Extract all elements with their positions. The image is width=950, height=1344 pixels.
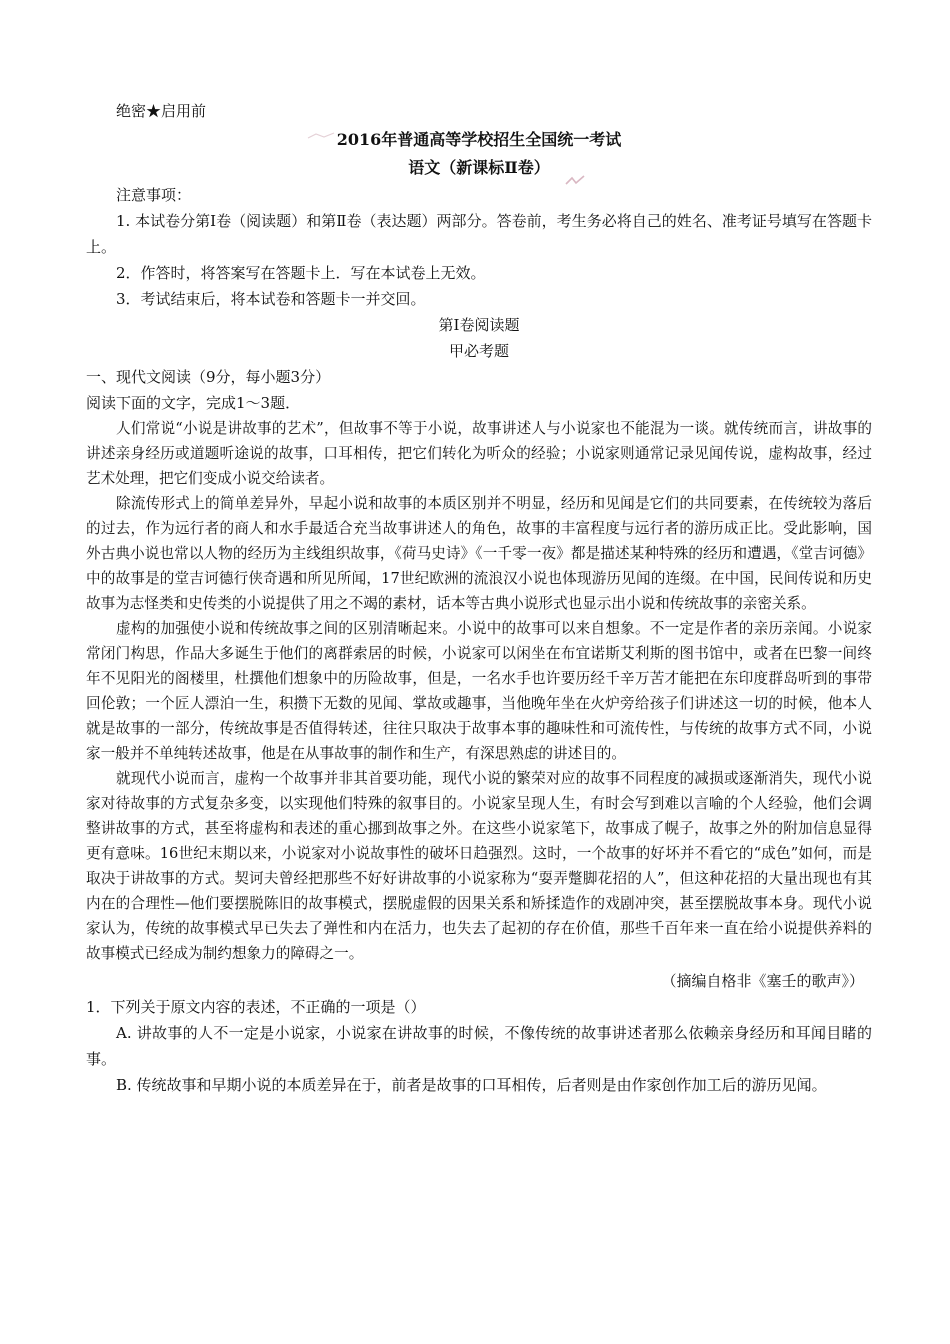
exam-title: 2016年普通高等学校招生全国统一考试: [336, 130, 622, 149]
notice-item-2: 2．作答时，将答案写在答题卡上．写在本试卷上无效。: [116, 264, 486, 282]
required-heading: 甲必考题: [448, 342, 509, 360]
part-one-heading: 一、现代文阅读（9分，每小题3分）: [86, 368, 331, 386]
confidential-label: 绝密★启用前: [116, 102, 207, 120]
question-1-stem: 1．下列关于原文内容的表述，不正确的一项是（）: [86, 998, 426, 1016]
reading-instruction: 阅读下面的文字，完成1～3题．: [86, 394, 301, 412]
passage-paragraph-2: 除流传形式上的简单差异外，早起小说和故事的本质区别并不明显，经历和见闻是它们的共同要素，在传统较为落后的过去，作为远行者的商人和水手最适合充当故事讲述人的角色，故事的丰富程度与远行者的游历成正比。受此影响，国外古典小说也常以人物的经历为主线组织故事，《荷马史诗》《一千零一夜》都是描述某种特殊的经历和遭遇，《堂吉诃德》中的故事是的堂吉诃德行侠奇遇和所见所闻，17世纪欧洲的流浪汉小说也体现游历见闻的连缀。在中国，民间传说和历史故事为志怪类和史传类的小说提供了用之不竭的素材，话本等古典小说形式也显示出小说和传统故事的亲密关系。: [86, 495, 872, 612]
question-1-option-a: A. 讲故事的人不一定是小说家，小说家在讲故事的时候，不像传统的故事讲述者那么依赖亲身经历和耳闻目睹的事。: [86, 1024, 872, 1068]
passage-paragraph-1: 人们常说“小说是讲故事的艺术”，但故事不等于小说，故事讲述人与小说家也不能混为一谈。就传统而言，讲故事的讲述亲身经历或道题听途说的故事，口耳相传，把它们转化为听众的经验；小说家则通常记录见闻传说，虚构故事，经过艺术处理，把它们变成小说交给读者。: [86, 420, 872, 487]
passage-source: （摘编自格非《塞壬的歌声》）: [661, 972, 864, 990]
volume-heading: 第Ⅰ卷阅读题: [438, 316, 520, 334]
question-1-option-b: B. 传统故事和早期小说的本质差异在于，前者是故事的口耳相传，后者则是由作家创作加工后的游历见闻。: [116, 1076, 827, 1094]
notice-heading: 注意事项：: [116, 186, 192, 204]
notice-item-1: 1. 本试卷分第Ⅰ卷（阅读题）和第Ⅱ卷（表达题）两部分。答卷前，考生务必将自己的姓名、准考证号填写在答题卡上。: [86, 212, 872, 256]
exam-page: [86, 98, 872, 1098]
passage-paragraph-3: 虚构的加强使小说和传统故事之间的区别清晰起来。小说中的故事可以来自想象。不一定是作者的亲历亲闻。小说家常闭门构思，作品大多诞生于他们的离群索居的时候，小说家可以闲坐在布宜诺斯艾利斯的图书馆中，或者在巴黎一间终年不见阳光的阁楼里，杜撰他们想象中的历险故事，但是，一名水手也许要历经千辛万苦才能把在东印度群岛听到的事带回伦敦；一个匠人漂泊一生，积攒下无数的见闻、掌故或趣事，当他晚年坐在火炉旁给孩子们讲述这一切的时候，他本人就是故事的一部分，传统故事是否值得转述，往往只取决于故事本事的趣味性和可流传性，与传统的故事方式不同，小说家一般并不单纯转述故事，他是在从事故事的制作和生产，有深思熟虑的讲述目的。: [86, 620, 872, 762]
notice-item-3: 3．考试结束后，将本试卷和答题卡一并交回。: [116, 290, 426, 308]
passage-paragraph-4: 就现代小说而言，虚构一个故事并非其首要功能，现代小说的繁荣对应的故事不同程度的减损或逐渐消失，现代小说家对待故事的方式复杂多变，以实现他们特殊的叙事目的。小说家呈现人生，有时会写到难以言喻的个人经验，他们会调整讲故事的方式，甚至将虚构和表述的重心挪到故事之外。在这些小说家笔下，故事成了幌子，故事之外的附加信息显得更有意味。16世纪末期以来，小说家对小说故事性的破坏日趋强烈。这时，一个故事的好坏并不看它的“成色”如何，而是取决于讲故事的方式。契诃夫曾经把那些不好好讲故事的小说家称为“耍弄蹩脚花招的人”，但这种花招的大量出现也有其内在的合理性—他们要摆脱陈旧的故事模式，摆脱虚假的因果关系和矫揉造作的戏剧冲突，甚至摆脱故事本身。现代小说家认为，传统的故事模式早已失去了弹性和内在活力，也失去了起初的存在价值，那些千百年来一直在给小说提供养料的故事模式已经成为制约想象力的障碍之一。: [86, 770, 872, 962]
exam-subtitle: 语文（新课标Ⅱ卷）: [408, 158, 550, 177]
